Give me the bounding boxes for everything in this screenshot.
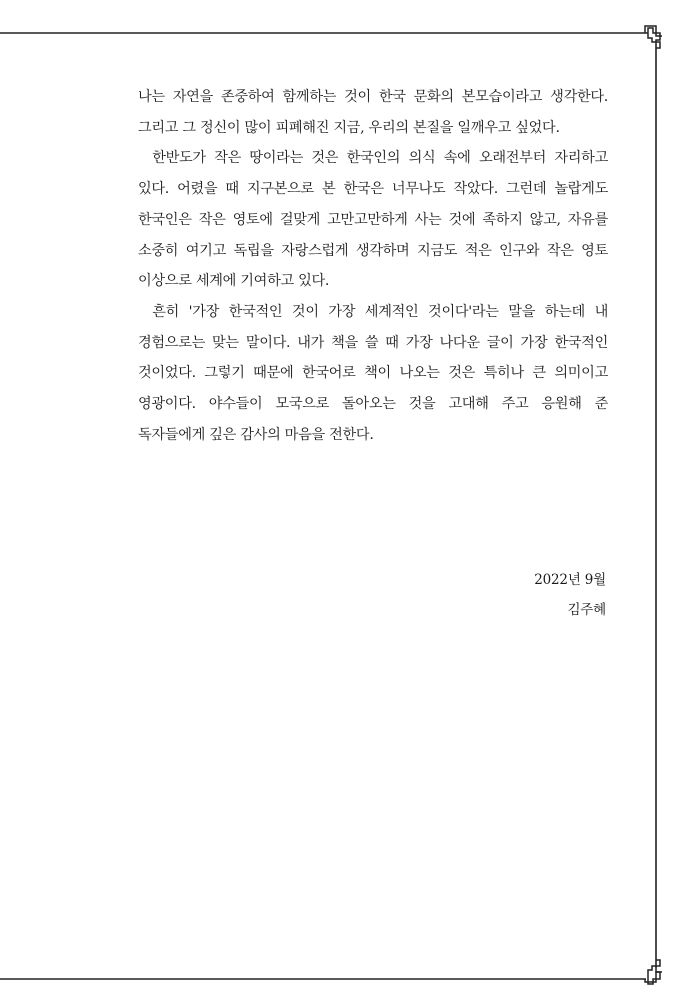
corner-ornament-top-right-icon — [645, 26, 662, 48]
paragraph-2: 한반도가 작은 땅이라는 것은 한국인의 의식 속에 오래전부터 자리하고 있다. 어렸을 때 지구본으로 본 한국은 너무나도 작았다. 그런데 놀랍게도 한국인은 작은 영토에 걸맞게 고만고만하게 사는 것에 족하지 않고, 자유를 소중히 여기고 독립을 자랑스럽게 생각하며 지금도 적은 인구와 작은 영토 이상으로 세계에 기여하고 있다. — [138, 150, 608, 290]
corner-ornament-bottom-right-icon — [645, 960, 662, 984]
signature-block — [534, 565, 606, 625]
paragraph-1: 나는 자연을 존중하여 함께하는 것이 한국 문화의 본모습이라고 생각한다. 그리고 그 정신이 많이 피폐해진 지금, 우리의 본질을 일깨우고 싶었다. — [138, 89, 608, 136]
paragraph-3: 흔히 '가장 한국적인 것이 가장 세계적인 것이다'라는 말을 하는데 내 경험으로는 맞는 말이다. 내가 책을 쓸 때 가장 나다운 글이 가장 한국적인 것이었다. 그렇기 때문에 한국어로 책이 나오는 것은 특히나 큰 의미이고 영광이다. 야수들이 모국으로 돌아오는 것을 고대해 주고 응원해 준 독자들에게 깊은 감사의 마음을 전한다. — [138, 303, 608, 443]
preface-text — [138, 82, 608, 450]
signature-date: 2022년 9월 — [534, 572, 606, 588]
signature-author: 김주혜 — [567, 602, 606, 618]
